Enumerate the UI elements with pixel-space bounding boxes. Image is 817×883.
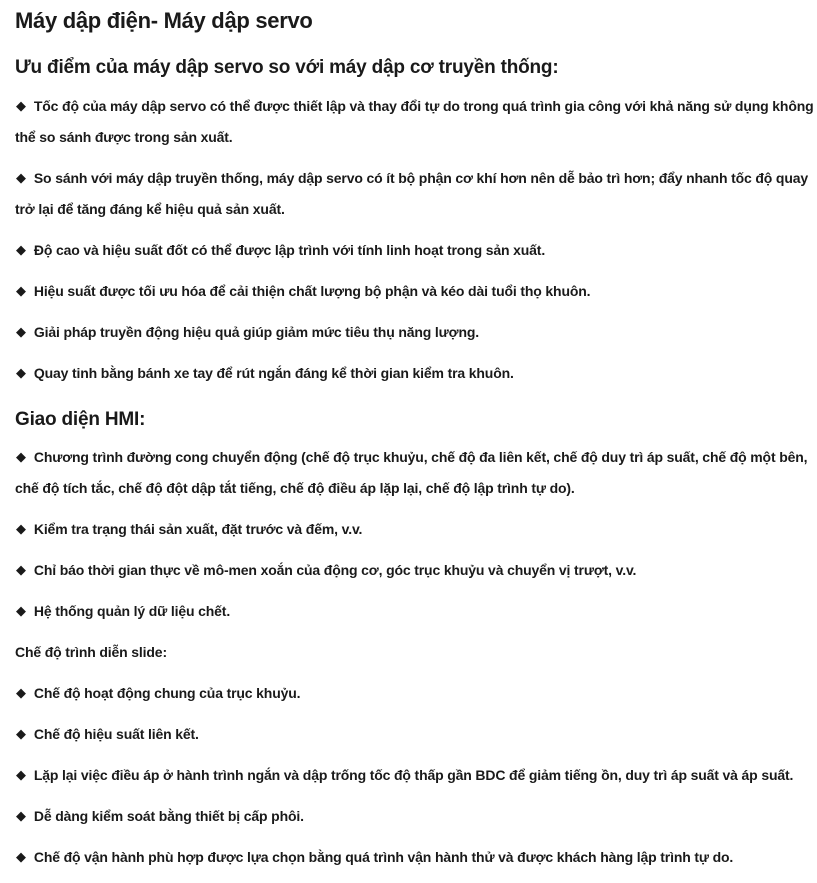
list-item: [15, 842, 817, 873]
list-item: [15, 358, 817, 389]
list-item: [15, 678, 817, 709]
list-item: [15, 163, 817, 225]
advantages-list: [15, 91, 817, 389]
list-item: [15, 801, 817, 832]
list-item-text: Hiệu suất được tối ưu hóa để cải thiện chất lượng bộ phận và kéo dài tuổi thọ khuôn.: [33, 283, 591, 299]
list-item: [15, 235, 817, 266]
list-item: [15, 91, 817, 153]
list-item-text: Kiểm tra trạng thái sản xuất, đặt trước và đếm, v.v.: [33, 521, 363, 537]
diamond-bullet-icon: ◆: [16, 808, 26, 823]
diamond-bullet-icon: ◆: [16, 283, 26, 298]
list-item: [15, 596, 817, 627]
list-item: [15, 555, 817, 586]
list-item-text: Chế độ vận hành phù hợp được lựa chọn bằng quá trình vận hành thử và được khách hàng lập trình tự do.: [33, 849, 734, 865]
diamond-bullet-icon: ◆: [16, 685, 26, 700]
diamond-bullet-icon: ◆: [16, 449, 26, 464]
page-title: Máy dập điện- Máy dập servo: [15, 8, 313, 33]
list-item-text: Lặp lại việc điều áp ở hành trình ngắn và dập trống tốc độ thấp gần BDC để giảm tiếng ồn, duy trì áp suất và áp suất.: [33, 767, 794, 783]
list-item-text: Giải pháp truyền động hiệu quả giúp giảm mức tiêu thụ năng lượng.: [33, 324, 480, 340]
diamond-bullet-icon: ◆: [16, 521, 26, 536]
list-item: [15, 317, 817, 348]
list-item-text: Dễ dàng kiểm soát bằng thiết bị cấp phôi.: [33, 808, 304, 824]
list-item-text: Độ cao và hiệu suất đốt có thể được lập trình với tính linh hoạt trong sản xuất.: [33, 242, 546, 258]
list-item: [15, 276, 817, 307]
list-item: [15, 514, 817, 545]
hmi-list: [15, 442, 817, 627]
list-item-text: Chương trình đường cong chuyển động (chế độ trục khuỷu, chế độ đa liên kết, chế độ duy trì áp suất, chế độ một bên, chế độ tích tắc, chế độ đột dập tắt tiếng, chế độ điều áp lặp lại, chế độ lập trình tự do).: [15, 449, 808, 496]
list-item-text: Quay tinh bằng bánh xe tay để rút ngắn đáng kể thời gian kiểm tra khuôn.: [33, 365, 514, 381]
diamond-bullet-icon: ◆: [16, 849, 26, 864]
diamond-bullet-icon: ◆: [16, 767, 26, 782]
diamond-bullet-icon: ◆: [16, 170, 26, 185]
list-item-text: Chỉ báo thời gian thực về mô-men xoắn của động cơ, góc trục khuỷu và chuyển vị trượt, v.v.: [33, 562, 637, 578]
diamond-bullet-icon: ◆: [16, 726, 26, 741]
list-item-text: Tốc độ của máy dập servo có thể được thiết lập và thay đổi tự do trong quá trình gia công với khả năng sử dụng không thể so sánh được trong sản xuất.: [15, 98, 814, 145]
diamond-bullet-icon: ◆: [16, 365, 26, 380]
list-item-text: Hệ thống quản lý dữ liệu chết.: [33, 603, 231, 619]
diamond-bullet-icon: ◆: [16, 324, 26, 339]
diamond-bullet-icon: ◆: [16, 603, 26, 618]
list-item-text: Chế độ hoạt động chung của trục khuỷu.: [33, 685, 301, 701]
slideshow-list: [15, 678, 817, 873]
slideshow-heading: Chế độ trình diễn slide:: [15, 644, 167, 660]
list-item: [15, 442, 817, 504]
list-item-text: So sánh với máy dập truyền thống, máy dập servo có ít bộ phận cơ khí hơn nên dễ bảo trì hơn; đẩy nhanh tốc độ quay trở lại để tăng đáng kể hiệu quả sản xuất.: [15, 170, 808, 217]
diamond-bullet-icon: ◆: [16, 242, 26, 257]
diamond-bullet-icon: ◆: [16, 562, 26, 577]
list-item: [15, 760, 817, 791]
list-item: [15, 719, 817, 750]
hmi-heading: Giao diện HMI:: [15, 409, 146, 430]
diamond-bullet-icon: ◆: [16, 98, 26, 113]
list-item-text: Chế độ hiệu suất liên kết.: [33, 726, 199, 742]
advantages-heading: Ưu điểm của máy dập servo so với máy dập cơ truyền thống:: [15, 57, 559, 78]
